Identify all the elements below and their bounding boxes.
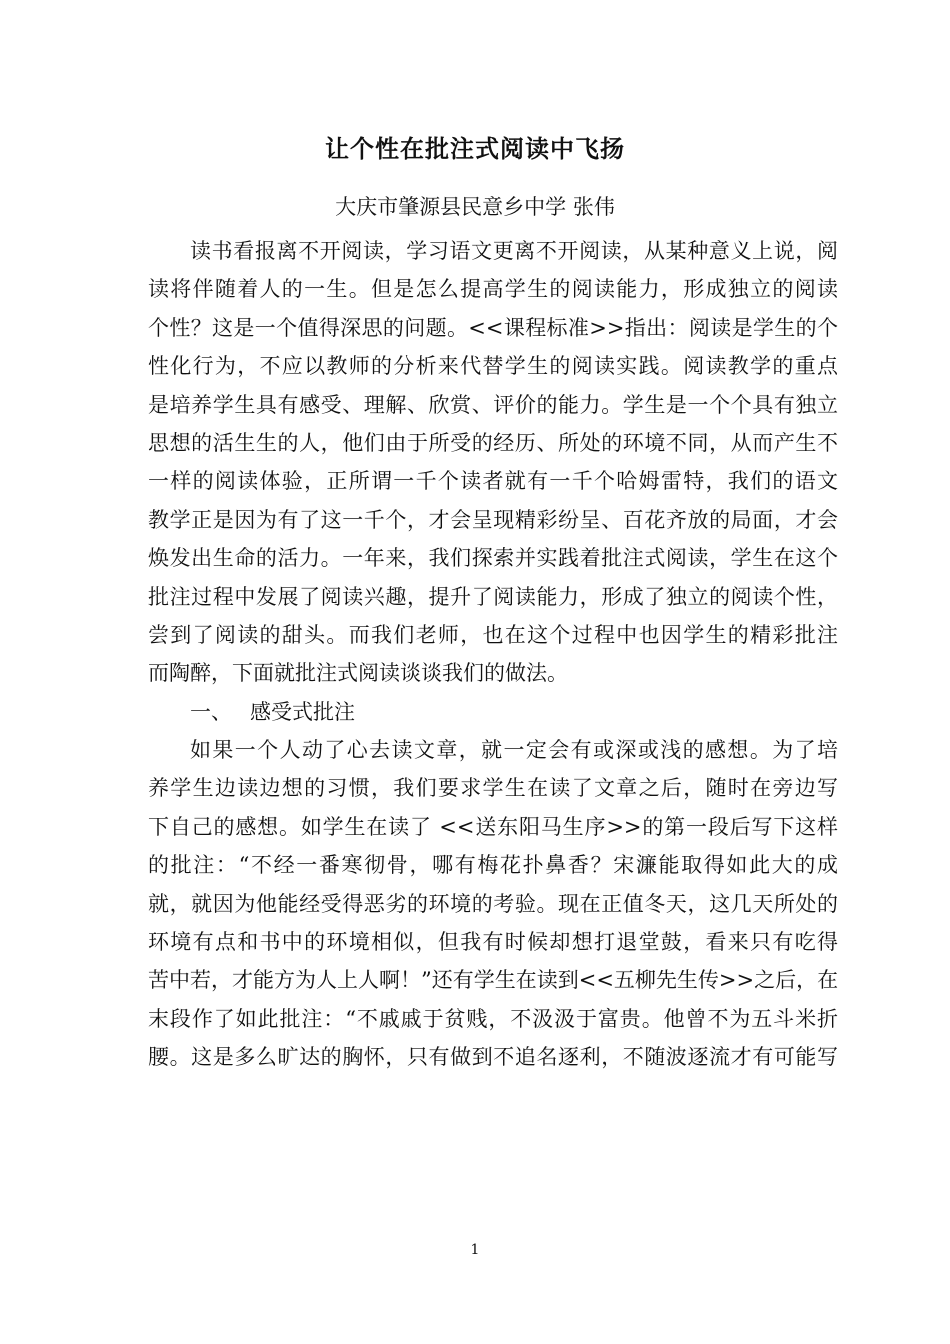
paragraph-line: 的批注：“不经一番寒彻骨，哪有梅花扑鼻香？宋濂能取得如此大的成 xyxy=(148,853,838,878)
paragraph-line: 尝到了阅读的甜头。而我们老师，也在这个过程中也因学生的精彩批注 xyxy=(148,622,838,647)
paragraph-line: 养学生边读边想的习惯，我们要求学生在读了文章之后，随时在旁边写 xyxy=(148,776,838,801)
paragraph-line: 如果一个人动了心去读文章，就一定会有或深或浅的感想。为了培 xyxy=(190,738,838,763)
paragraph-line: 个性？这是一个值得深思的问题。<<课程标准>>指出：阅读是学生的个 xyxy=(148,315,838,340)
section-heading xyxy=(148,693,838,731)
document-body xyxy=(148,232,838,1077)
paragraph-line: 而陶醉，下面就批注式阅读谈谈我们的做法。 xyxy=(148,661,568,686)
paragraph-line: 就，就因为他能经受得恶劣的环境的考验。现在正值冬天，这几天所处的 xyxy=(148,891,838,916)
paragraph-line: 一样的阅读体验，正所谓一千个读者就有一千个哈姆雷特，我们的语文 xyxy=(148,469,838,494)
paragraph-line: 读将伴随着人的一生。但是怎么提高学生的阅读能力，形成独立的阅读 xyxy=(148,277,838,302)
paragraph-line: 腰。这是多么旷达的胸怀，只有做到不追名逐利，不随波逐流才有可能写 xyxy=(148,1045,838,1070)
paragraph-line: 读书看报离不开阅读，学习语文更离不开阅读，从某种意义上说，阅 xyxy=(190,239,838,263)
paragraph-line: 环境有点和书中的环境相似，但我有时候却想打退堂鼓，看来只有吃得 xyxy=(148,930,838,955)
paragraph-line: 性化行为，不应以教师的分析来代替学生的阅读实践。阅读教学的重点 xyxy=(148,354,838,379)
page-number: 1 xyxy=(470,1242,480,1258)
section-number: 一、 xyxy=(190,699,232,724)
paragraph-line: 焕发出生命的活力。一年来，我们探索并实践着批注式阅读，学生在这个 xyxy=(148,546,838,571)
document-title: 让个性在批注式阅读中飞扬 xyxy=(325,134,625,163)
paragraph-line: 批注过程中发展了阅读兴趣，提升了阅读能力，形成了独立的阅读个性， xyxy=(148,584,838,609)
section-title: 感受式批注 xyxy=(250,699,355,724)
author-line: 大庆市肇源县民意乡中学 张伟 xyxy=(335,195,615,219)
paragraph-line: 思想的活生生的人，他们由于所受的经历、所处的环境不同，从而产生不 xyxy=(148,430,838,455)
paragraph-line: 是培养学生具有感受、理解、欣赏、评价的能力。学生是一个个具有独立 xyxy=(148,392,838,417)
paragraph-line: 苦中若，才能方为人上人啊！”还有学生在读到<<五柳先生传>>之后，在 xyxy=(148,968,839,993)
paragraph-line: 末段作了如此批注：“不戚戚于贫贱，不汲汲于富贵。他曾不为五斗米折 xyxy=(148,1006,838,1031)
paragraph-line: 下自己的感想。如学生在读了 <<送东阳马生序>>的第一段后写下这样 xyxy=(148,814,838,839)
paragraph-line: 教学正是因为有了这一千个，才会呈现精彩纷呈、百花齐放的局面，才会 xyxy=(148,507,838,532)
